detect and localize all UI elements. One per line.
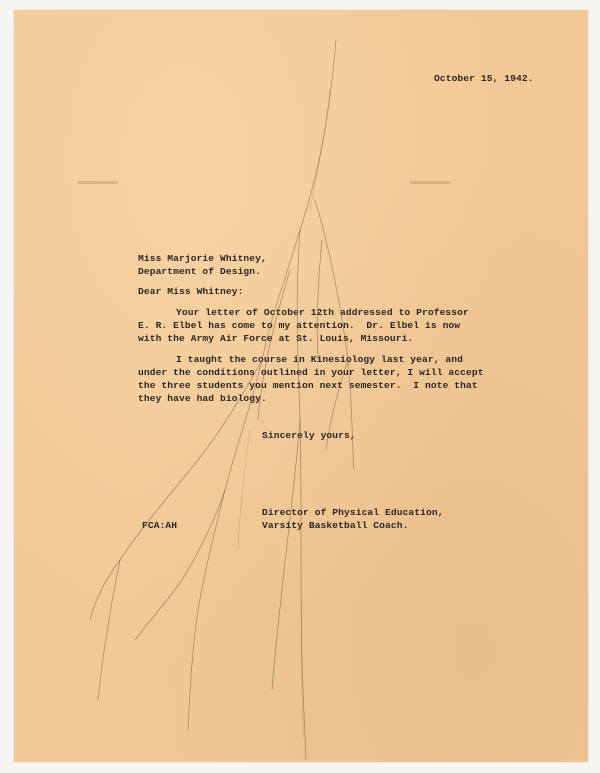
reference-initials: FCA:AH (142, 520, 178, 531)
paragraph-2-line-1: I taught the course in Kinesiology last year, and (176, 354, 464, 365)
paragraph-1-line-2: E. R. Elbel has come to my attention. Dr. Elbel is now (138, 320, 461, 331)
signature-title-line-2: Varsity Basketball Coach. (262, 520, 409, 531)
paragraph-2-line-2: under the conditions outlined in your letter, I will accept (138, 367, 484, 378)
paragraph-1-line-1: Your letter of October 12th addressed to Professor (176, 307, 469, 318)
recipient-department: Department of Design. (138, 266, 262, 277)
paragraph-2-line-3: the three students you mention next semester. I note that (138, 380, 478, 391)
margin-mark-right (410, 181, 450, 184)
salutation: Dear Miss Whitney: (138, 286, 244, 297)
recipient-name: Miss Marjorie Whitney, (138, 253, 267, 264)
paragraph-2-line-4: they have had biology. (138, 393, 267, 404)
letter-date: October 15, 1942. (434, 73, 534, 84)
signature-title-line-1: Director of Physical Education, (262, 507, 444, 518)
paragraph-1-line-3: with the Army Air Force at St. Louis, Missouri. (138, 333, 414, 344)
margin-mark-left (78, 181, 118, 184)
closing: Sincerely yours, (262, 430, 356, 441)
